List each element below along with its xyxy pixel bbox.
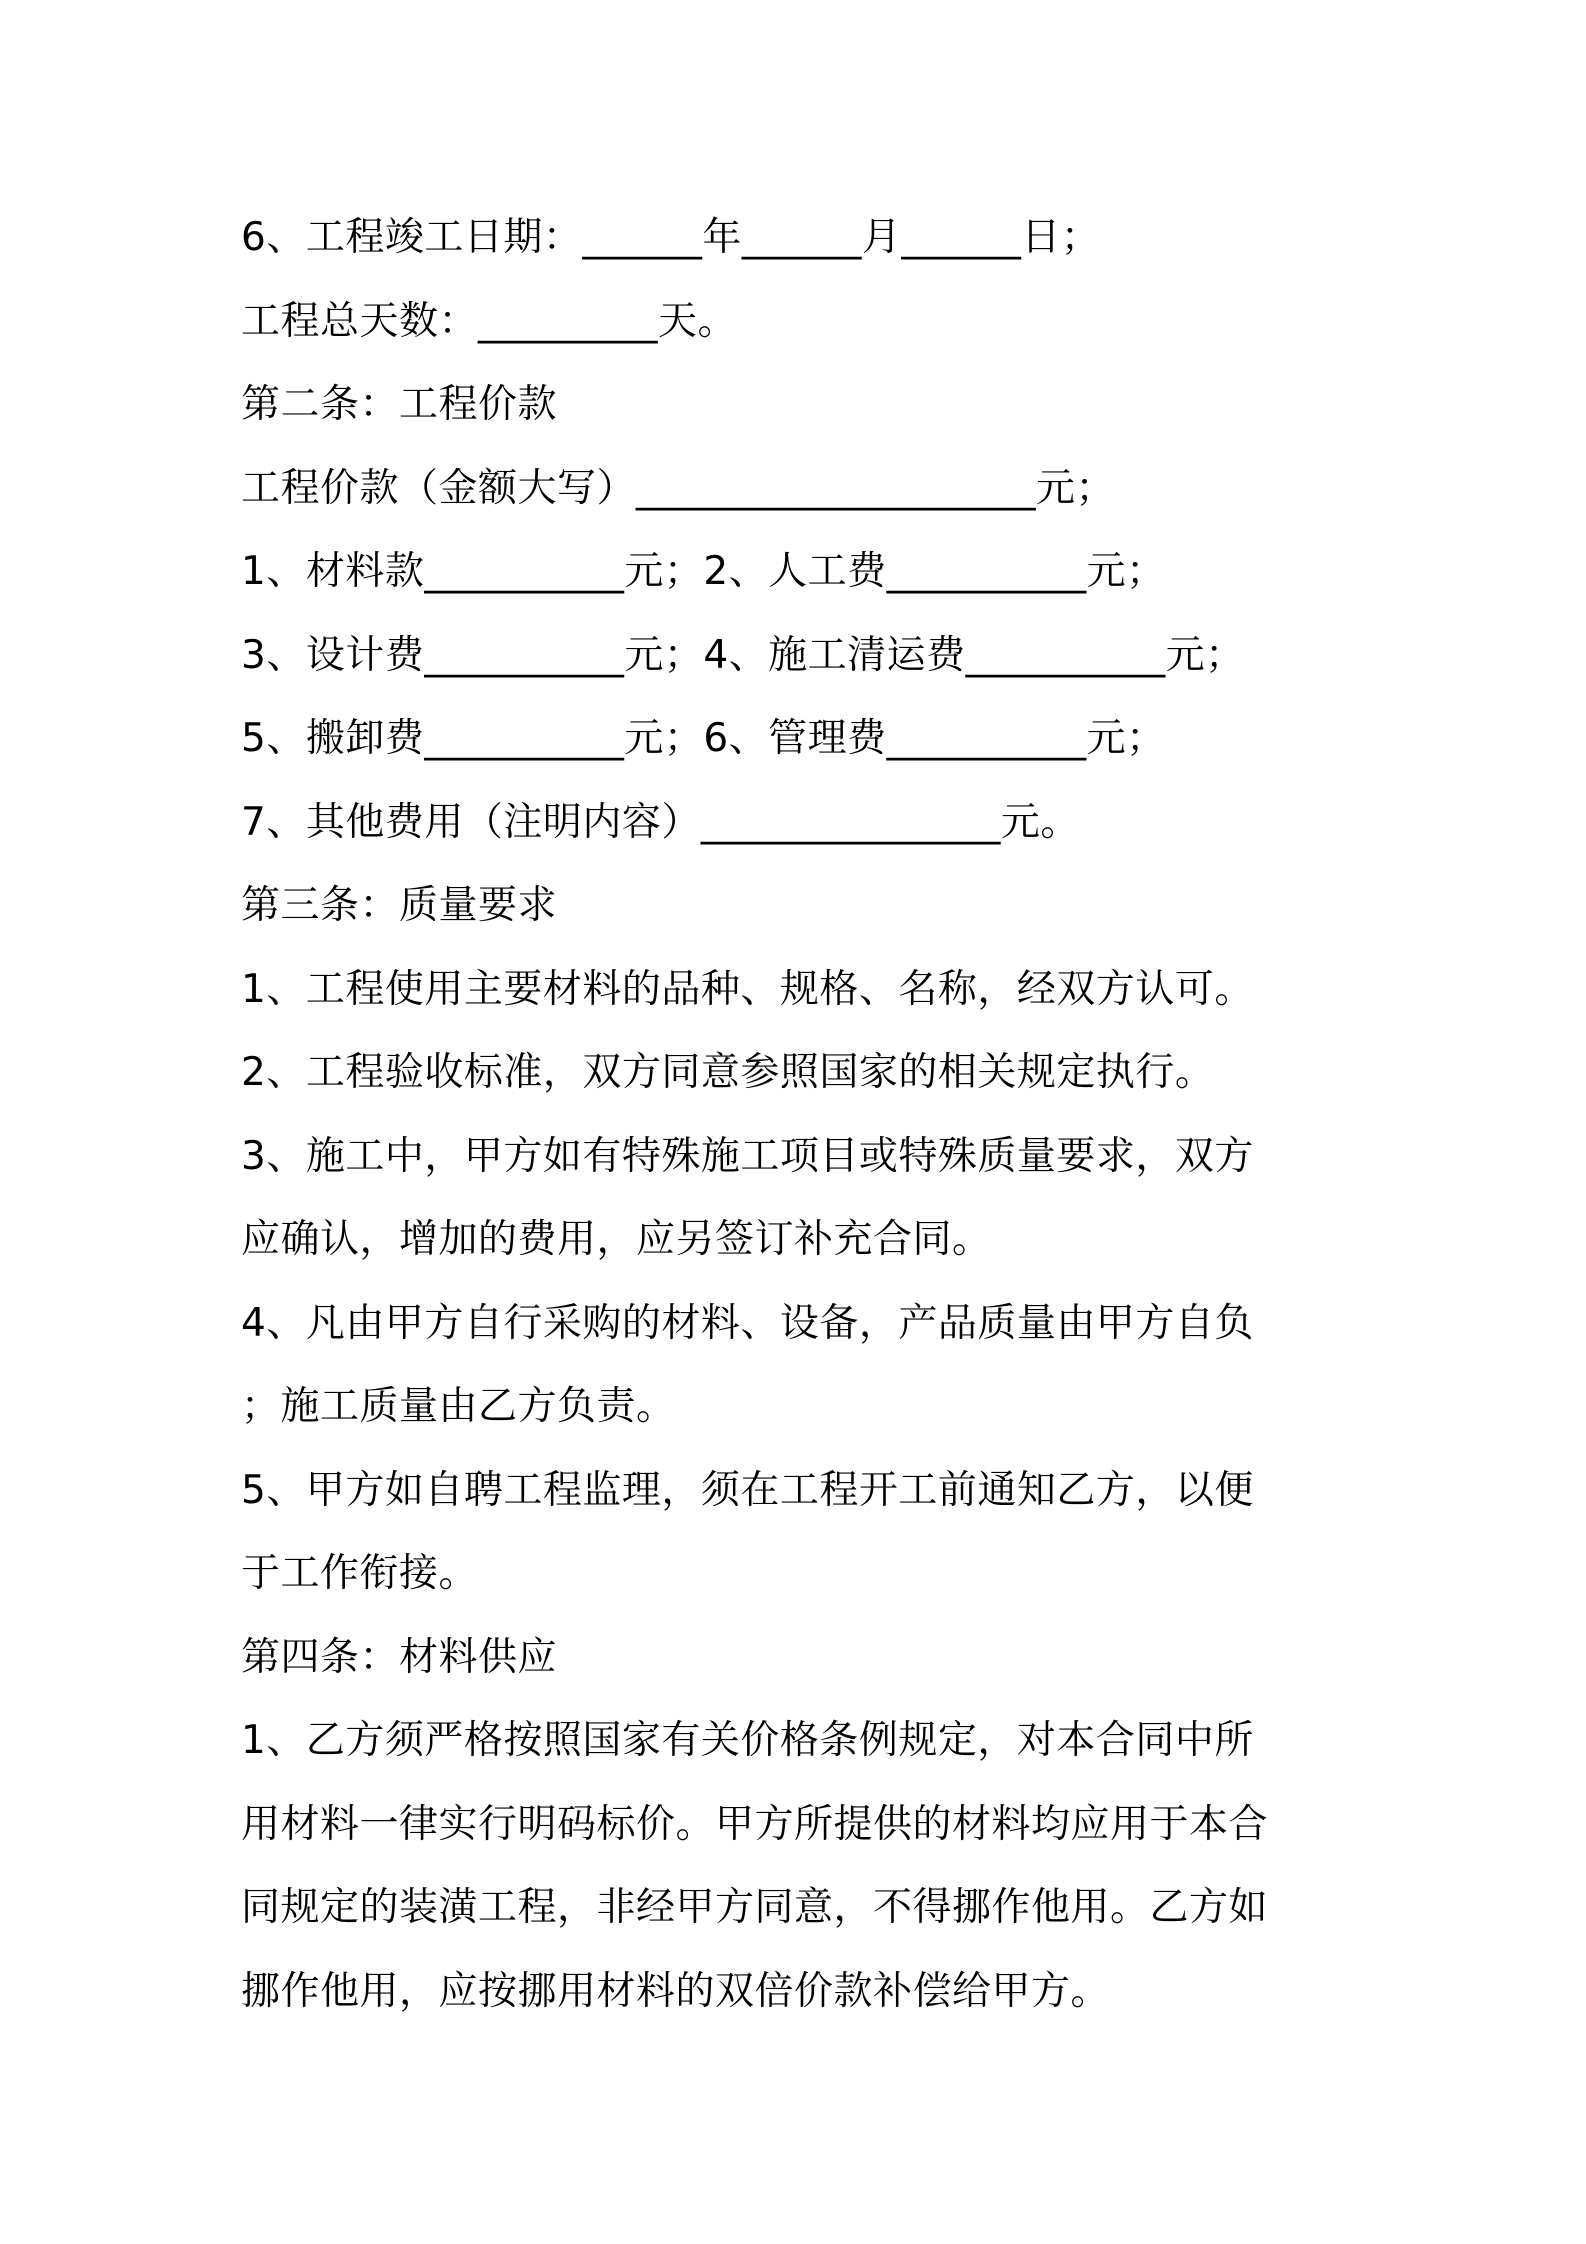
cost-items-line-3: 5、搬卸费__________元；6、管理费__________元； [241, 716, 1166, 761]
quality-item-3: 3、施工中，甲方如有特殊施工项目或特殊质量要求，双方 [241, 1133, 1254, 1179]
quality-item-5: 5、甲方如自聘工程监理，须在工程开工前通知乙方，以便 [241, 1467, 1254, 1513]
article-4-heading: 第四条：材料供应 [241, 1634, 558, 1680]
quality-item-4: 4、凡由甲方自行采购的材料、设备，产品质量由甲方自负 [241, 1300, 1254, 1346]
quality-item-1: 1、工程使用主要材料的品种、规格、名称，经双方认可。 [241, 966, 1254, 1012]
document-body [241, 196, 1361, 2033]
price-amount-line: 工程价款（金额大写）____________________元； [241, 465, 1116, 511]
supply-item-1-cont-2: 同规定的装潢工程，非经甲方同意，不得挪作他用。乙方如 [241, 1885, 1269, 1930]
completion-date-line: 6、工程竣工日期：______年______月______日； [241, 215, 1101, 260]
other-costs-line: 7、其他费用（注明内容）_______________元。 [241, 799, 1080, 845]
quality-item-2: 2、工程验收标准，双方同意参照国家的相关规定执行。 [241, 1050, 1215, 1095]
quality-item-3-cont: 应确认，增加的费用，应另签订补充合同。 [241, 1217, 992, 1262]
cost-items-line-1: 1、材料款__________元；2、人工费__________元； [241, 549, 1166, 594]
supply-item-1-cont-3: 挪作他用，应按挪用材料的双倍价款补偿给甲方。 [241, 1968, 1111, 2014]
cost-items-line-2: 3、设计费__________元；4、施工清运费__________元； [241, 632, 1245, 678]
article-2-heading: 第二条：工程价款 [241, 382, 558, 427]
quality-item-5-cont: 于工作衔接。 [241, 1551, 479, 1596]
supply-item-1: 1、乙方须严格按照国家有关价格条例规定，对本合同中所 [241, 1718, 1254, 1763]
total-days-line: 工程总天数：_________天。 [241, 298, 738, 344]
supply-item-1-cont-1: 用材料一律实行明码标价。甲方所提供的材料均应用于本合 [241, 1801, 1269, 1847]
article-3-heading: 第三条：质量要求 [241, 883, 558, 928]
quality-item-4-cont: ；施工质量由乙方负责。 [241, 1384, 676, 1429]
